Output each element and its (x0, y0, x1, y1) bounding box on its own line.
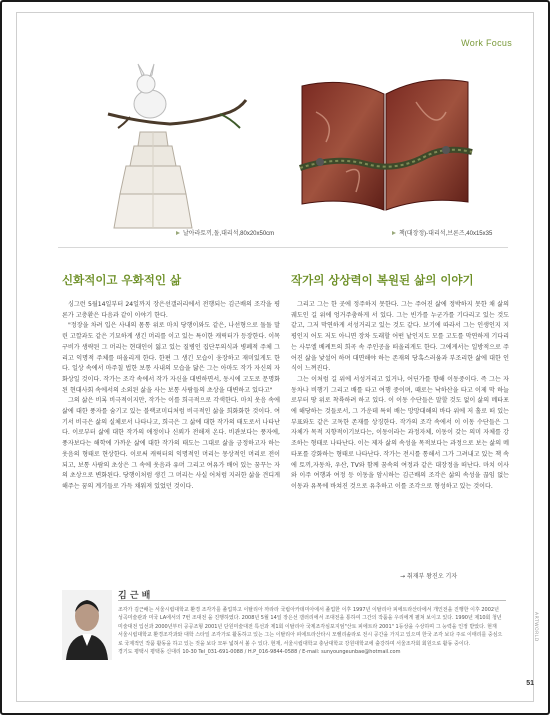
author-bio (118, 606, 503, 656)
right-column (291, 300, 509, 493)
left-column (62, 300, 280, 493)
page-number: 51 (526, 680, 534, 687)
author-name: 김 근 배 (118, 591, 151, 601)
caption-text: 책(대장정)-대리석,브론즈,40x15x35 (399, 231, 493, 237)
section-label: Work Focus (461, 38, 512, 48)
paragraph: 싱그런 5월14일부터 24일까지 장은선갤러리에서 전행되는 김근배의 조각을 평론가 고충환은 다음과 같이 이야기 한다. (62, 301, 280, 319)
paragraph: 그의 삶은 비록 비극적이지만, 작가는 이를 희극적으로 각색한다. 마치 웃음 속에 삶에 대한 풍자를 숨기고 있는 블랙코미디처럼 비극적인 삶을 희화화한 것이다. 여기서 비극은 삶의 실체로서 나타나고, 희극은 그 삶에 대한 작가의 태도로서 나타난다. 이로부터 삶에 대한 작가의 애정이나 신뢰가 전해져 온다. 비관보다는 풍자에, 풍자보다는 해학에 가까운 삶에 대한 작가의 태도는 그대로 삶을 긍정하고자 하는 웃음의 형태로 현상한다. 이로써 캐릭터의 익명적인 머리는 몽상적인 머리로 전이되고, 보통 사람의 초상은 그 속에 웃음과 유머 그리고 여유가 배어 있는 꿈꾸는 자의 초상으로 변화된다. 당행이처럼 생긴 그 머리는 사실 어처럼 지러한 삶을 견디게 해주는 꿈의 계기들로 가득 채워져 있었던 것이다. (62, 397, 280, 490)
paragraph: 그는 이처럼 길 위에 서성거리고 있거나, 어딘가를 향해 이동중이다. 즉 그는 자동차나 비행기 그리고 배를 타고 여행 중이며, 때로는 낙하산을 타고 이제 막 하늘로부터 땅 위로 착륙하려 하고 있다. 이 이동 수단들은 말할 것도 없이 삶의 메타포에 해당하는 것들로서, 그 가운데 특히 배는 망망대해의 바다 위에 저 홀로 떠 있는 부표와도 같은 고독한 존재를 상징한다. 작가의 조각 속에서 이 이동 수단들은 그 자체가 목적 지향적이기보다는, 이동이라는 과정자체, 이동이 갖는 의미 자체를 강조하는 형태로 나타난다. 이는 제자 삶의 속성을 목적보다는 과정으로 보는 삶의 메타포를 강화하는 형태로 나타난다. 작가는 전시를 통해서 그가 그려내고 있는 책 속에 토끼,자동차, 우산, TV와 함께 꿈속의 여정과 같은 대장정을 떠난다. 마치 이사와 이주 여행과 여정 등 이동을 암시하는 김근배의 조각은 삶의 속성을 끊임 없는 이동과 유목에 바쳐진 것으로 유추하고 이를 조각으로 형성하고 있는 것이다. (291, 375, 509, 490)
artwork-book-sculpture (296, 72, 474, 224)
byline: → 취재부 왕진오 기자 (400, 573, 458, 580)
paragraph: 그리고 그는 한 곳에 정주하지 못한다. 그는 주어진 삶에 정박하지 못한 채 삶의 궤도인 길 위에 엉거주춤하게 서 있다. 그는 빈가를 누군가를 기다리고 있는 것도 같고, 그저 막연하게 서성거리고 있는 것도 같다. 보기에 따라서 그는 인생인지 지평인지 어도 저도 아니면 장차 도래할 어떤 낱인지도 모를 고도를 막연하게 기다리는 사무엘 베케트의 희곡 속 주인공을 떠올리게도 한다. 그에게서는 일방적으로 주어진 삶을 낯설어 하며 대면해야 하는 존재의 당혹스러움과 부조리한 삶에 대한 인식이 느껴진다. (291, 301, 509, 373)
author-divider (118, 600, 506, 601)
paragraph: "정장을 차려 입은 사내의 몸통 위로 마치 당행이와도 같은, 나선형으로 돌돌 말린 고깔과도 같은 기묘하게 생긴 머리를 이고 있는 특이한 캐릭터가 등장한다. 이목구비가 생략된 그 머리는 현대인이 잃고 있는 질병인 집단무의식과 병폐적 주체 그리고 익명적 주체를 떠올리게 한다. 한편 그 생긴 모습이 웅장하고 재미있게도 한다. 일상 속에서 마주칠 법한 보통 사내의 모습을 닮은 그는 아마도 작가 자신의 자화상일 것이다. 작가는 조각 속에서 작가 자신을 대변하면서, 동시에 고도로 문명화 된 현대사회 속에서의 소외된 삶을 사는 보통 사람들의 초상을 대변하고 있다고" (62, 322, 280, 394)
author-contact: 경기도 평택시 평택동 신대리 10-30 Tel_031-691-0088 / H.P_016-9844-0588 / E-mail: sunyoungeunbae@hotmail.com (118, 649, 401, 656)
author-bio-text: 조각가 김근배는 서울시립대학교 환경 조각가를 졸업하고 이탈리아 까라라 국립아카데미아에서 졸업한 이후 1997년 이탈리아 피에트라산타에서 개인전을 진행한 이후 2002년 성곡미술관과 미국 LA에서의 7번 조대전 을 진행하였다. 2008년 5월 14일 장은선 갤러리에서 조대전을 통하여 그간의 작품을 우리에게 펼쳐 보이고 있다. 1990년 제10회 청년미술대전 입선과 2000년부터 공공조형 2001년 단원미술대전 특선과 제1회 이탈리아 국제조각심포지엄"산토 피에트라 2001" 1등상을 수상하며 그 능력을 인정 받았다. 현재 서울시립대학교 환경조각과와 대학 스타일 조각가로 활동하고 있는 그는 이탈리아 피에트라산타시 모렐리솔라로 전시 공간을 가지고 있으며 한국 조각 보다 주로 이태리를 중심으로 국제적인 작품 활동을 하고 있는 것을 보다 모두 넓혀서 볼 수 있다. 현재, 서울시립대학교 충남대학교 강원대학교에 출강하며 서울조각회 회원으로 활동 중이다. (118, 607, 503, 647)
caption-arrow-icon (392, 231, 396, 235)
artwork-caption-left (176, 228, 274, 237)
side-mark: ARTWORLD (533, 612, 538, 642)
divider (58, 247, 508, 248)
author-photo (62, 590, 112, 660)
right-heading: 작가의 상상력이 복원된 삶의 이야기 (291, 273, 474, 287)
artwork-caption-right (392, 228, 492, 237)
caption-arrow-icon (176, 231, 180, 235)
left-heading: 신화적이고 우화적인 삶 (62, 273, 182, 287)
caption-text: 날아라토끼,돌,대리석,80x20x50cm (183, 231, 275, 237)
artwork-rabbit-sculpture (100, 62, 250, 238)
